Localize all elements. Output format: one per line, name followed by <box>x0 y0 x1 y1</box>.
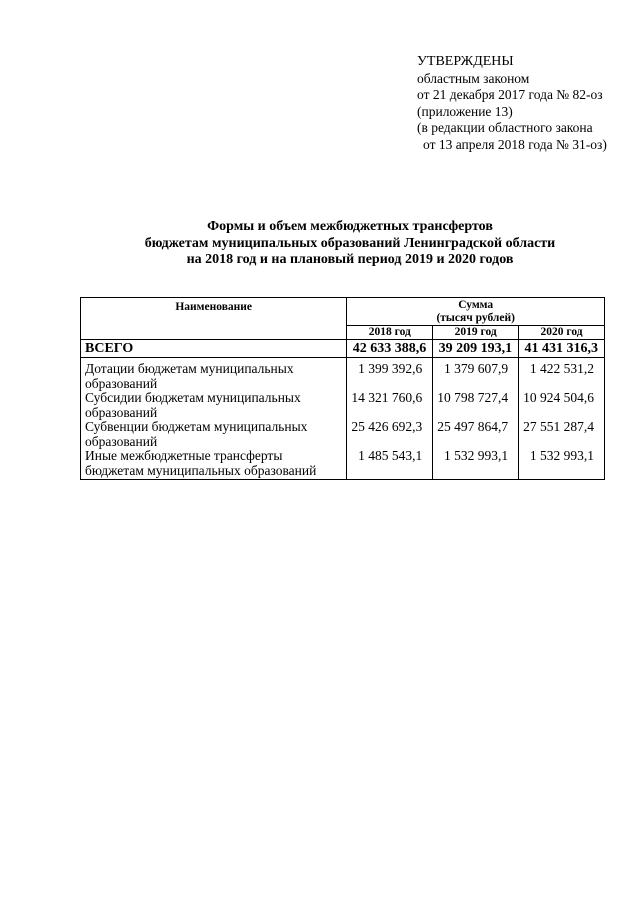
total-label: ВСЕГО <box>81 340 347 358</box>
header-row <box>81 298 605 326</box>
row-value-2020: 1 422 531,2 <box>519 358 605 392</box>
row-value-2020: 27 551 287,4 <box>519 420 605 449</box>
approval-appendix-line: (приложение 13) <box>417 103 513 119</box>
approval-revision-line: (в редакции областного закона <box>417 120 593 135</box>
table-row <box>81 358 605 392</box>
row-label: Субвенции бюджетам муниципальных образований <box>81 420 347 449</box>
year-2018-header: 2018 год <box>347 326 433 340</box>
table-row <box>81 420 605 449</box>
name-column-header: Наименование <box>81 298 347 340</box>
row-value-2018: 25 426 692,3 <box>347 420 433 449</box>
row-value-2018: 1 485 543,1 <box>347 449 433 480</box>
row-value-2020: 1 532 993,1 <box>519 449 605 480</box>
approval-date-line: от 21 декабря 2017 года № 82-оз <box>417 87 603 102</box>
row-value-2018: 1 399 392,6 <box>347 358 433 392</box>
row-value-2019: 25 497 864,7 <box>433 420 519 449</box>
title-line-1: Формы и объем межбюджетных трансфертов <box>207 219 493 234</box>
title-line-2: бюджетам муниципальных образований Ленинградской области <box>144 235 556 251</box>
approval-heading: УТВЕРЖДЕНЫ <box>417 54 514 69</box>
sum-header-title: Сумма <box>458 299 494 311</box>
total-row <box>81 340 605 358</box>
approval-revision-date-line: от 13 апреля 2018 года № 31-оз) <box>423 136 607 152</box>
sum-column-header <box>347 298 605 326</box>
title-line-3: на 2018 год и на плановый период 2019 и 2020 годов <box>186 252 514 267</box>
year-2019-header: 2019 год <box>433 326 519 340</box>
table-row <box>81 391 605 420</box>
row-value-2019: 1 379 607,9 <box>433 358 519 392</box>
row-value-2020: 10 924 504,6 <box>519 391 605 420</box>
table-row <box>81 449 605 480</box>
row-value-2018: 14 321 760,6 <box>347 391 433 420</box>
table-header <box>81 298 605 340</box>
total-value-2018: 42 633 388,6 <box>347 340 433 358</box>
approval-stamp <box>417 54 632 153</box>
document-title <box>60 219 640 269</box>
year-2020-header: 2020 год <box>519 326 605 340</box>
items-section <box>81 358 605 480</box>
total-value-2020: 41 431 316,3 <box>519 340 605 358</box>
row-value-2019: 1 532 993,1 <box>433 449 519 480</box>
row-value-2019: 10 798 727,4 <box>433 391 519 420</box>
sum-header-unit: (тысяч рублей) <box>436 311 515 324</box>
transfers-table <box>80 297 605 480</box>
row-label: Дотации бюджетам муниципальных образований <box>81 358 347 392</box>
row-label: Субсидии бюджетам муниципальных образований <box>81 391 347 420</box>
total-section <box>81 340 605 358</box>
total-value-2019: 39 209 193,1 <box>433 340 519 358</box>
row-label: Иные межбюджетные трансферты бюджетам муниципальных образований <box>81 449 347 480</box>
approval-law-line: областным законом <box>417 70 530 86</box>
